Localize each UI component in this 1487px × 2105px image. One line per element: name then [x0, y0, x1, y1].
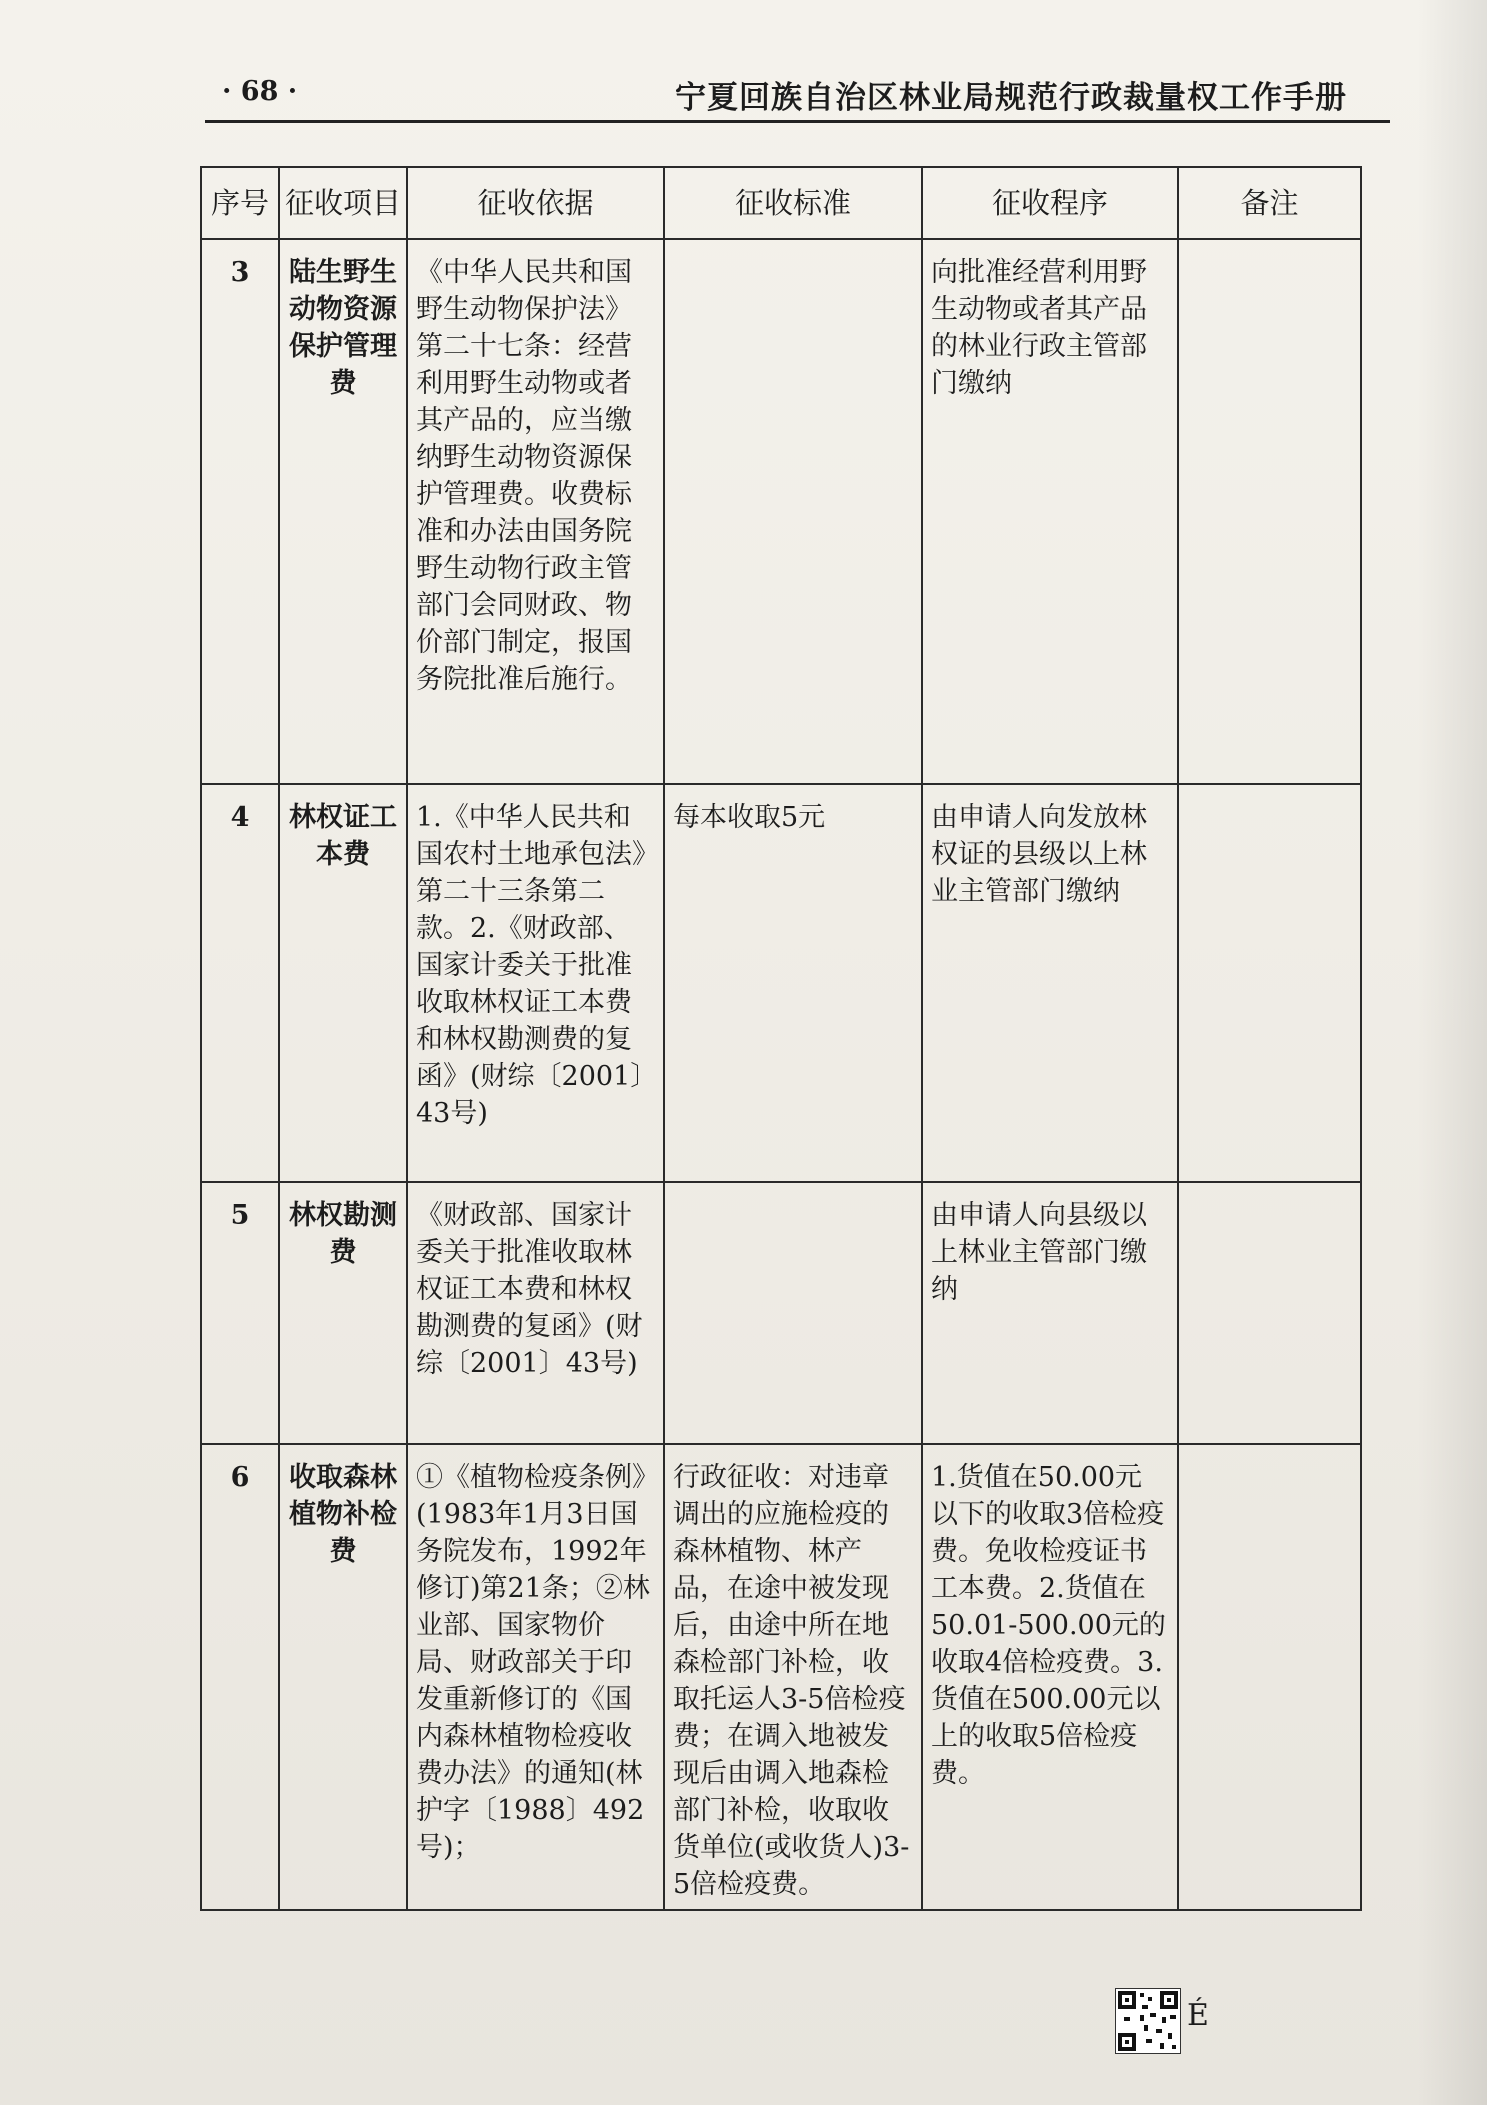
fee-basis: 《中华人民共和国野生动物保护法》第二十七条：经营利用野生动物或者其产品的，应当缴纳野生动物资源保护管理费。收费标准和办法由国务院野生动物行政主管部门会同财政、物价部门制定，报国务院批准后施行。: [407, 239, 664, 784]
fee-standard: [664, 1182, 922, 1444]
table-header-row: [201, 167, 1361, 239]
fee-basis: ①《植物检疫条例》(1983年1月3日国务院发布，1992年修订)第21条；②林业部、国家物价局、财政部关于印发重新修订的《国内森林植物检疫收费办法》的通知(林护字〔1988〕492号)；: [407, 1444, 664, 1910]
table-row: [201, 1444, 1361, 1910]
fee-item: 林权勘测费: [279, 1182, 407, 1444]
scan-mark: É: [1187, 1998, 1209, 2033]
row-number: 5: [201, 1182, 279, 1444]
fee-basis: 《财政部、国家计委关于批准收取林权证工本费和林权勘测费的复函》(财综〔2001〕43号): [407, 1182, 664, 1444]
fee-basis: 1.《中华人民共和国农村土地承包法》第二十三条第二款。2.《财政部、国家计委关于批准收取林权证工本费和林权勘测费的复函》(财综〔2001〕43号): [407, 784, 664, 1182]
fee-remark: [1178, 1444, 1361, 1910]
fee-standard: 每本收取5元: [664, 784, 922, 1182]
book-title: 宁夏回族自治区林业局规范行政裁量权工作手册: [675, 80, 1347, 116]
header-rule: [205, 120, 1390, 123]
row-number: 4: [201, 784, 279, 1182]
column-header-remark: 备注: [1178, 167, 1361, 239]
row-number: 6: [201, 1444, 279, 1910]
fee-item: 陆生野生动物资源保护管理费: [279, 239, 407, 784]
column-header-standard: 征收标准: [664, 167, 922, 239]
table-row: [201, 1182, 1361, 1444]
fee-item: 收取森林植物补检费: [279, 1444, 407, 1910]
fee-item: 林权证工本费: [279, 784, 407, 1182]
fee-standard: 行政征收：对违章调出的应施检疫的森林植物、林产品，在途中被发现后，由途中所在地森检部门补检，收取托运人3-5倍检疫费；在调入地被发现后由调入地森检部门补检，收取收货单位(或收货人)3-5倍检疫费。: [664, 1444, 922, 1910]
column-header-item: 征收项目: [279, 167, 407, 239]
qr-code-icon: [1115, 1988, 1181, 2054]
fee-procedure: 向批准经营利用野生动物或者其产品的林业行政主管部门缴纳: [922, 239, 1178, 784]
fee-remark: [1178, 784, 1361, 1182]
fee-procedure: 由申请人向县级以上林业主管部门缴纳: [922, 1182, 1178, 1444]
table-row: [201, 239, 1361, 784]
page-header: [222, 68, 1347, 118]
spine-shadow: [1417, 0, 1487, 2105]
fee-procedure: 1.货值在50.00元以下的收取3倍检疫费。免收检疫证书工本费。2.货值在50.01-500.00元的收取4倍检疫费。3.货值在500.00元以上的收取5倍检疫费。: [922, 1444, 1178, 1910]
row-number: 3: [201, 239, 279, 784]
column-header-basis: 征收依据: [407, 167, 664, 239]
column-header-no: 序号: [201, 167, 279, 239]
fee-remark: [1178, 239, 1361, 784]
page-number: · 68 ·: [222, 76, 298, 107]
table-row: [201, 784, 1361, 1182]
fee-procedure: 由申请人向发放林权证的县级以上林业主管部门缴纳: [922, 784, 1178, 1182]
fee-table: [200, 166, 1362, 1911]
fee-remark: [1178, 1182, 1361, 1444]
fee-standard: [664, 239, 922, 784]
column-header-procedure: 征收程序: [922, 167, 1178, 239]
